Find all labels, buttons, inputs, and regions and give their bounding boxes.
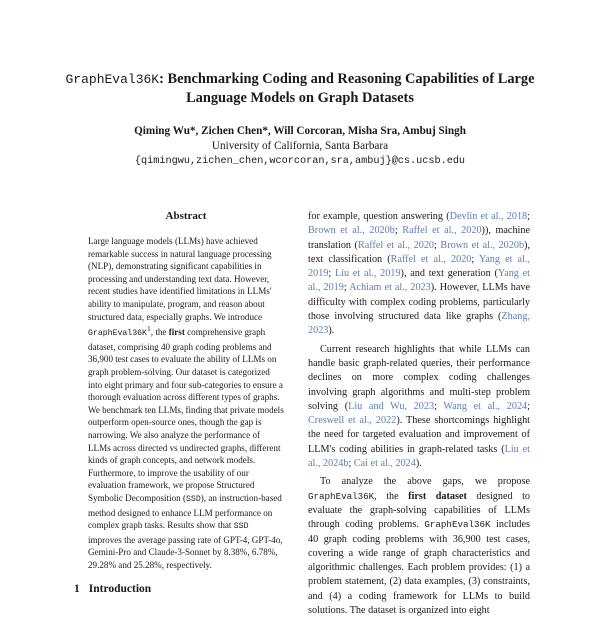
author-emails: {qimingwu,zichen_chen,wcorcoran,sra,ambuj}@cs.ucsb.edu <box>134 156 466 167</box>
body-text: ; <box>328 268 335 280</box>
body-text: ; <box>527 211 530 222</box>
citation-link[interactable]: Cai et al., 2024 <box>353 458 416 470</box>
affiliation: University of California, Santa Barbara <box>211 140 389 152</box>
body-text: ; <box>471 253 479 265</box>
body-paragraph <box>308 210 530 339</box>
body-text: ). <box>415 458 422 470</box>
citation-link[interactable]: Liu et al., 2024b <box>308 443 530 470</box>
citation-link[interactable]: Raffel et al., 2020 <box>390 253 472 265</box>
title-dataset-name: GraphEval36K <box>65 72 160 87</box>
right-column <box>308 210 530 618</box>
abstract-text: , the <box>150 327 169 338</box>
section-heading-introduction <box>74 582 151 596</box>
citation-link[interactable]: Creswell et al., 2022 <box>308 415 397 427</box>
body-text: designed to evaluate the graph-solving capabilities of LLMs through coding problems. <box>308 490 530 531</box>
body-text: ), and text generation ( <box>400 268 498 280</box>
body-paragraph <box>308 343 530 472</box>
body-text: ). These shortcomings highlight the need for targeted evaluation and improvement of LLM's coding abilities in graph-related tasks ( <box>308 415 530 455</box>
body-text: , the <box>374 490 409 502</box>
body-text: )), machine translation ( <box>308 225 530 251</box>
citation-link[interactable]: Brown et al., 2020b <box>308 225 395 237</box>
citation-link[interactable]: Yang et al., 2019 <box>308 253 531 280</box>
author-block <box>40 124 560 169</box>
body-text: ; <box>343 282 350 294</box>
citation-link[interactable]: Brown et al., 2020b <box>440 239 525 251</box>
citation-link[interactable]: Liu et al., 2019 <box>334 268 401 280</box>
body-emphasis: first dataset <box>408 490 467 502</box>
left-column <box>88 210 284 571</box>
body-text: ). <box>328 325 335 337</box>
body-text: includes 40 graph coding problems with 36,900 test cases, covering a wide range of graph characteristics and algorithmic challenges. Each problem provides: (1) a problem statement, (2) data examples, (3) constraints, and (4) a coding framework for LLMs to build solutions. The dataset is organized into eight <box>308 519 530 617</box>
body-text: ; <box>434 400 444 412</box>
body-text: ; <box>394 225 403 237</box>
abstract-body <box>88 235 284 571</box>
author-names: Qiming Wu*, Zichen Chen*, Will Corcoran, Misha Sra, Ambuj Singh <box>134 125 466 137</box>
dataset-name: GraphEval36K <box>424 519 491 531</box>
citation-link[interactable]: Zhang, 2023 <box>308 311 530 337</box>
abstract-text: improves the average passing rate of GPT-4, GPT-4o, Gemini-Pro and Claude-3-Sonnet by 8.38%, 6.78%, 29.28% and 25.28%, respectively. <box>88 534 283 570</box>
citation-link[interactable]: Devlin et al., 2018 <box>449 211 528 222</box>
citation-link[interactable]: Raffel et al., 2020 <box>402 225 482 237</box>
body-text: ; <box>434 239 441 251</box>
body-text: ; <box>348 458 354 470</box>
body-text: To analyze the above gaps, we propose <box>320 476 530 488</box>
abstract-method-name: SSD <box>186 494 201 504</box>
section-title: Introduction <box>88 583 152 595</box>
section-number: 1 <box>74 583 80 595</box>
body-text: Current research highlights that while LLMs can handle basic graph-related queries, their performance declines on more complex coding challenges involving graph algorithms and multi-step problem solving ( <box>308 343 530 412</box>
abstract-text: Large language models (LLMs) have achieved remarkable success in natural language processing (NLP), demonstrating significant capabilities in processing and understanding text data. However, recent studies have identified limitations in LLMs' ability to manipulate, program, and reason about structured data, especially graphs. We introduce <box>88 236 272 322</box>
abstract-text: comprehensive graph dataset, comprising 40 graph coding problems and 36,900 test cases to evaluate the ability of LLMs on graph problem-solving. Our dataset is categorized into eight primary and four sub-categories to ensure a thorough evaluation across different types of graphs. We benchmark ten LLMs, finding that private models outperform open-source ones, though the gap is narrowing. We also analyze the performance of LLMs across directed vs undirected graphs, different kinds of graph concepts, and network models. Furthermore, to improve the usability of our evaluation framework, we propose Structured Symbolic Decomposition ( <box>88 327 284 503</box>
body-text: ). However, LLMs have difficulty with complex coding problems, particularly those involving structured data like graphs ( <box>308 282 530 323</box>
body-paragraph <box>308 475 530 618</box>
dataset-name: GraphEval36K <box>308 490 375 502</box>
abstract-emphasis: first <box>168 327 185 338</box>
body-text: ; <box>527 400 530 412</box>
citation-link[interactable]: Wang et al., 2024 <box>443 400 528 412</box>
body-text: for example, question answering ( <box>308 211 450 222</box>
body-text: ), text classification ( <box>308 239 530 265</box>
abstract-method-name: SSD <box>233 522 249 532</box>
abstract-heading: Abstract <box>165 210 207 222</box>
abstract-text: ), an instruction-based method designed to enhance LLM performance on complex graph tasks. Results show that <box>88 492 282 531</box>
citation-link[interactable]: Achiam et al., 2023 <box>349 282 431 294</box>
title-text: : Benchmarking Coding and Reasoning Capabilities of Large Language Models on Graph Datasets <box>159 71 535 106</box>
paper-title <box>40 70 560 108</box>
citation-link[interactable]: Yang et al., 2019 <box>308 268 531 294</box>
citation-link[interactable]: Liu and Wu, 2023 <box>348 400 435 412</box>
abstract-dataset-name: GraphEval36K <box>88 329 147 339</box>
footnote-marker[interactable]: 1 <box>146 324 151 334</box>
citation-link[interactable]: Raffel et al., 2020 <box>357 239 435 251</box>
